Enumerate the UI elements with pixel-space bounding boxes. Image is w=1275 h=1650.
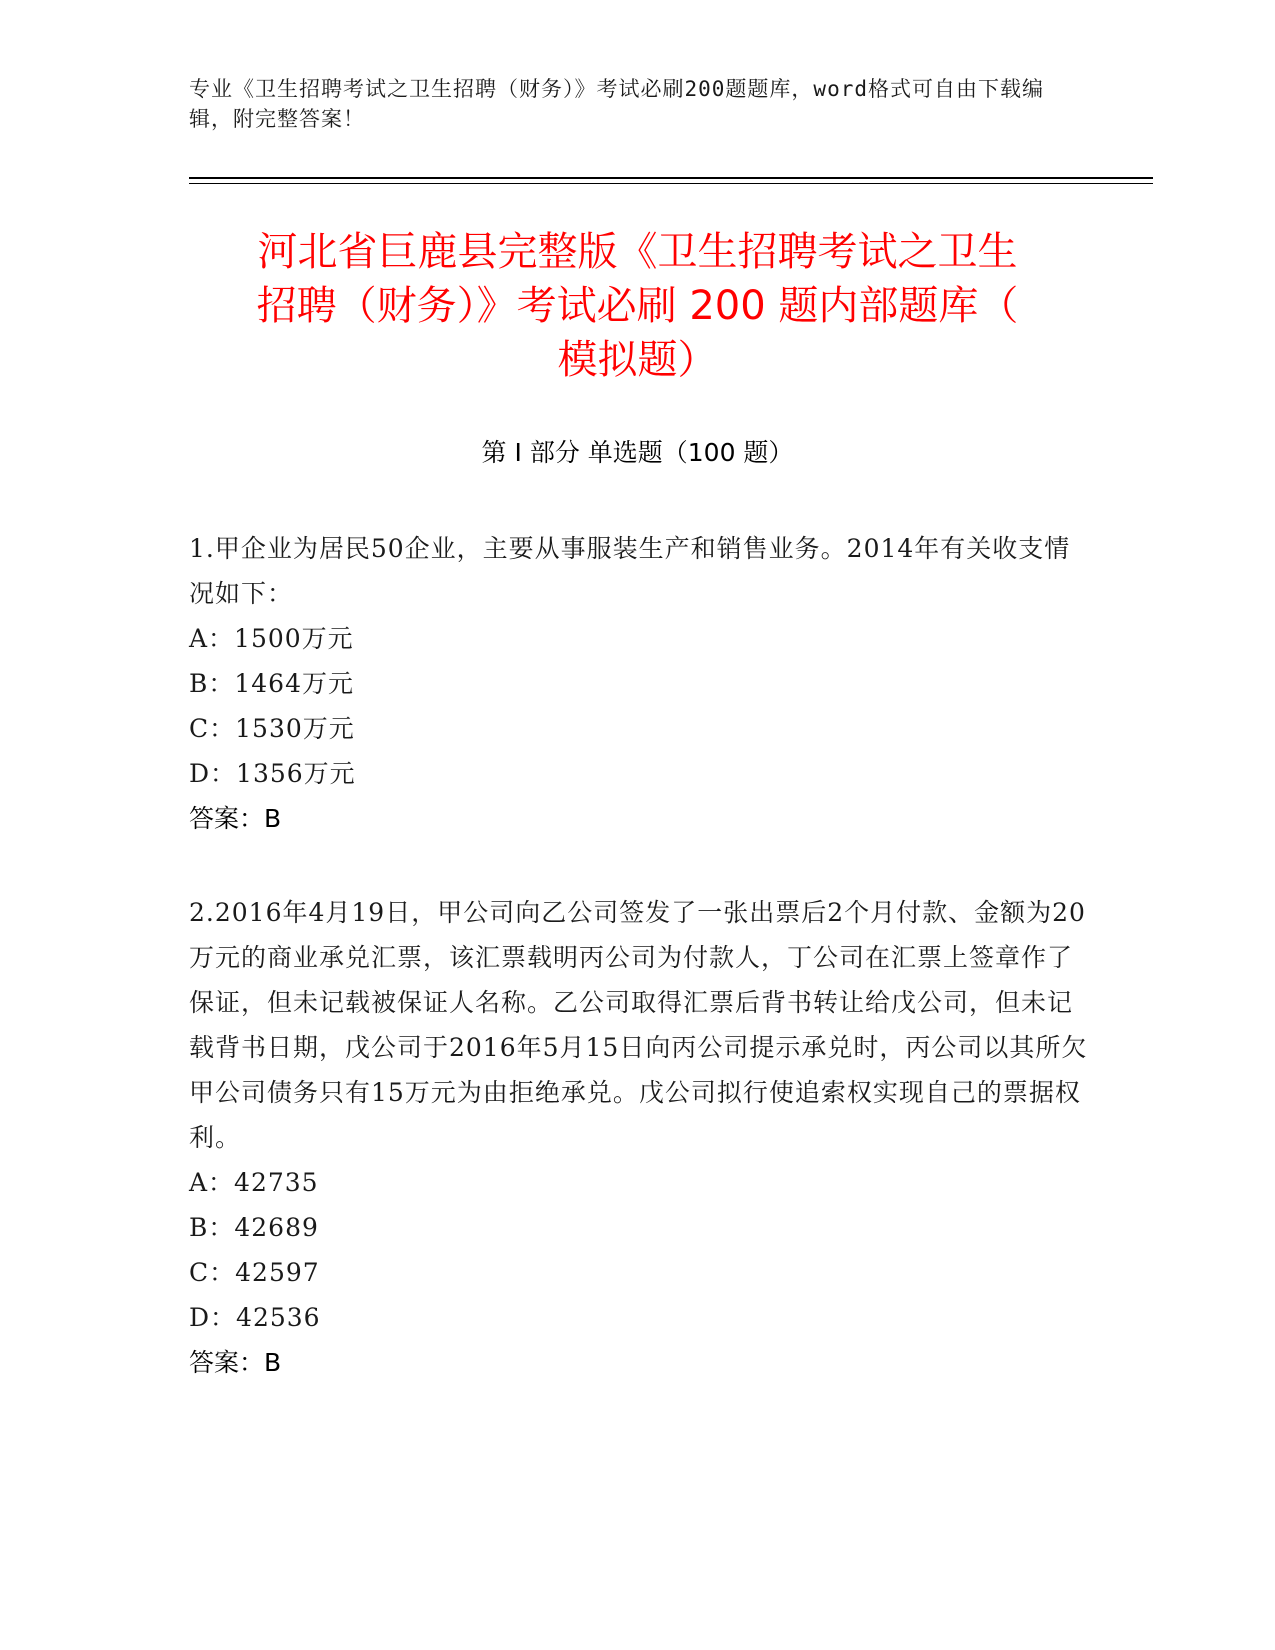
header-rule-thick (189, 177, 1153, 179)
option-c: C：42597 (189, 1258, 320, 1287)
option-b: B：42689 (189, 1213, 319, 1242)
header-rule-thin (189, 183, 1153, 184)
question-stem: 1.甲企业为居民50企业，主要从事服装生产和销售业务。2014年有关收支情况如下： (189, 534, 1071, 608)
header-note: 专业《卫生招聘考试之卫生招聘（财务）》考试必刷200题题库，word格式可自由下载编辑，附完整答案！ (189, 77, 1044, 131)
option-a: A：1500万元 (189, 624, 354, 653)
question-1 (189, 526, 1089, 841)
option-a: A：42735 (189, 1168, 319, 1197)
title-line-3: 模拟题） (557, 337, 718, 383)
document-title (160, 225, 1115, 387)
answer-line: 答案：B (189, 1348, 282, 1377)
title-line-2: 招聘（财务）》考试必刷 200 题内部题库（ (256, 283, 1019, 329)
option-d: D：1356万元 (189, 759, 356, 788)
option-c: C：1530万元 (189, 714, 355, 743)
section-heading: 第 I 部分 单选题（100 题） (481, 438, 794, 467)
answer-line: 答案：B (189, 804, 282, 833)
option-d: D：42536 (189, 1303, 321, 1332)
title-line-1: 河北省巨鹿县完整版《卫生招聘考试之卫生 (257, 229, 1018, 275)
option-b: B：1464万元 (189, 669, 354, 698)
question-2 (189, 890, 1089, 1385)
question-stem: 2.2016年4月19日，甲公司向乙公司签发了一张出票后2个月付款、金额为20万元的商业承兑汇票，该汇票载明丙公司为付款人，丁公司在汇票上签章作了保证，但未记载被保证人名称。乙公司取得汇票后背书转让给戊公司，但未记载背书日期，戊公司于2016年5月15日向丙公司提示承兑时，丙公司以其所欠甲公司债务只有15万元为由拒绝承兑。戊公司拟行使追索权实现自己的票据权利。 (189, 898, 1088, 1152)
